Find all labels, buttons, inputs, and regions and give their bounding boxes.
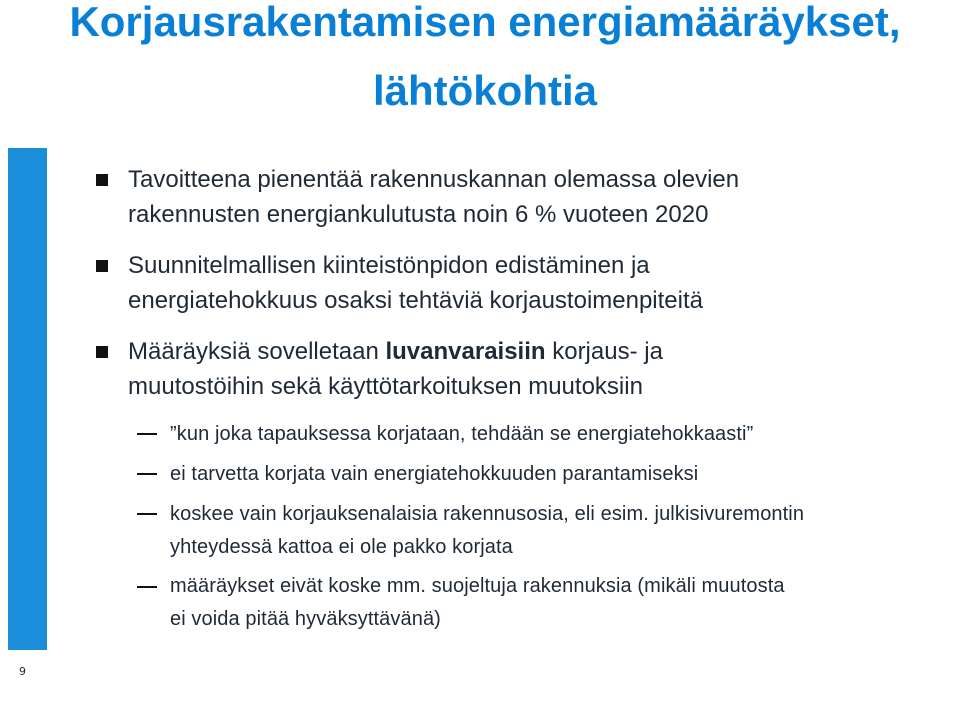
- page-number: 9: [19, 665, 26, 678]
- dash-bullet-icon: [137, 433, 157, 435]
- square-bullet-icon: [96, 174, 108, 186]
- dash-bullet-icon: [137, 473, 157, 475]
- slide-title: [20, 0, 950, 119]
- bullet-3-bold-text: luvanvaraisiin: [385, 338, 546, 365]
- slide-title-line-2: lähtökohtia: [372, 67, 597, 114]
- square-bullet-icon: [96, 346, 108, 358]
- bullet-2-line-2: energiatehokkuus osaksi tehtäviä korjaustoimenpiteitä: [128, 287, 704, 314]
- subbullet-3-line-2: yhteydessä kattoa ei ole pakko korjata: [170, 536, 513, 558]
- dash-bullet-icon: [137, 513, 157, 515]
- bullet-3-line-1: [128, 335, 928, 369]
- slide-title-line-1: Korjausrakentamisen energiamääräykset,: [69, 0, 901, 45]
- subbullet-3-line-1: koskee vain korjauksenalaisia rakennusosia, eli esim. julkisivuremontin: [170, 503, 805, 525]
- subbullet-1-line-1: ”kun joka tapauksessa korjataan, tehdään se energiatehokkaasti”: [170, 423, 754, 445]
- square-bullet-icon: [96, 260, 108, 272]
- sidebar-accent-bar: [8, 148, 47, 704]
- bullet-2-line-1: Suunnitelmallisen kiinteistönpidon edistäminen ja: [128, 252, 650, 279]
- bullet-3-text-b: korjaus- ja: [545, 338, 663, 365]
- dash-bullet-icon: [137, 586, 157, 588]
- bullet-3-text-a: Määräyksiä sovelletaan: [128, 338, 386, 365]
- subbullet-4-line-1: määräykset eivät koske mm. suojeltuja rakennuksia (mikäli muutosta: [170, 575, 785, 597]
- bullet-3-line-2: muutostöihin sekä käyttötarkoituksen muutoksiin: [128, 373, 643, 400]
- bullet-1-line-2: rakennusten energiankulutusta noin 6 % vuoteen 2020: [128, 201, 709, 228]
- subbullet-4-line-2: ei voida pitää hyväksyttävänä): [170, 608, 441, 630]
- bullet-1-line-1: Tavoitteena pienentää rakennuskannan olemassa olevien: [128, 166, 740, 193]
- subbullet-2-line-1: ei tarvetta korjata vain energiatehokkuuden parantamiseksi: [170, 463, 699, 485]
